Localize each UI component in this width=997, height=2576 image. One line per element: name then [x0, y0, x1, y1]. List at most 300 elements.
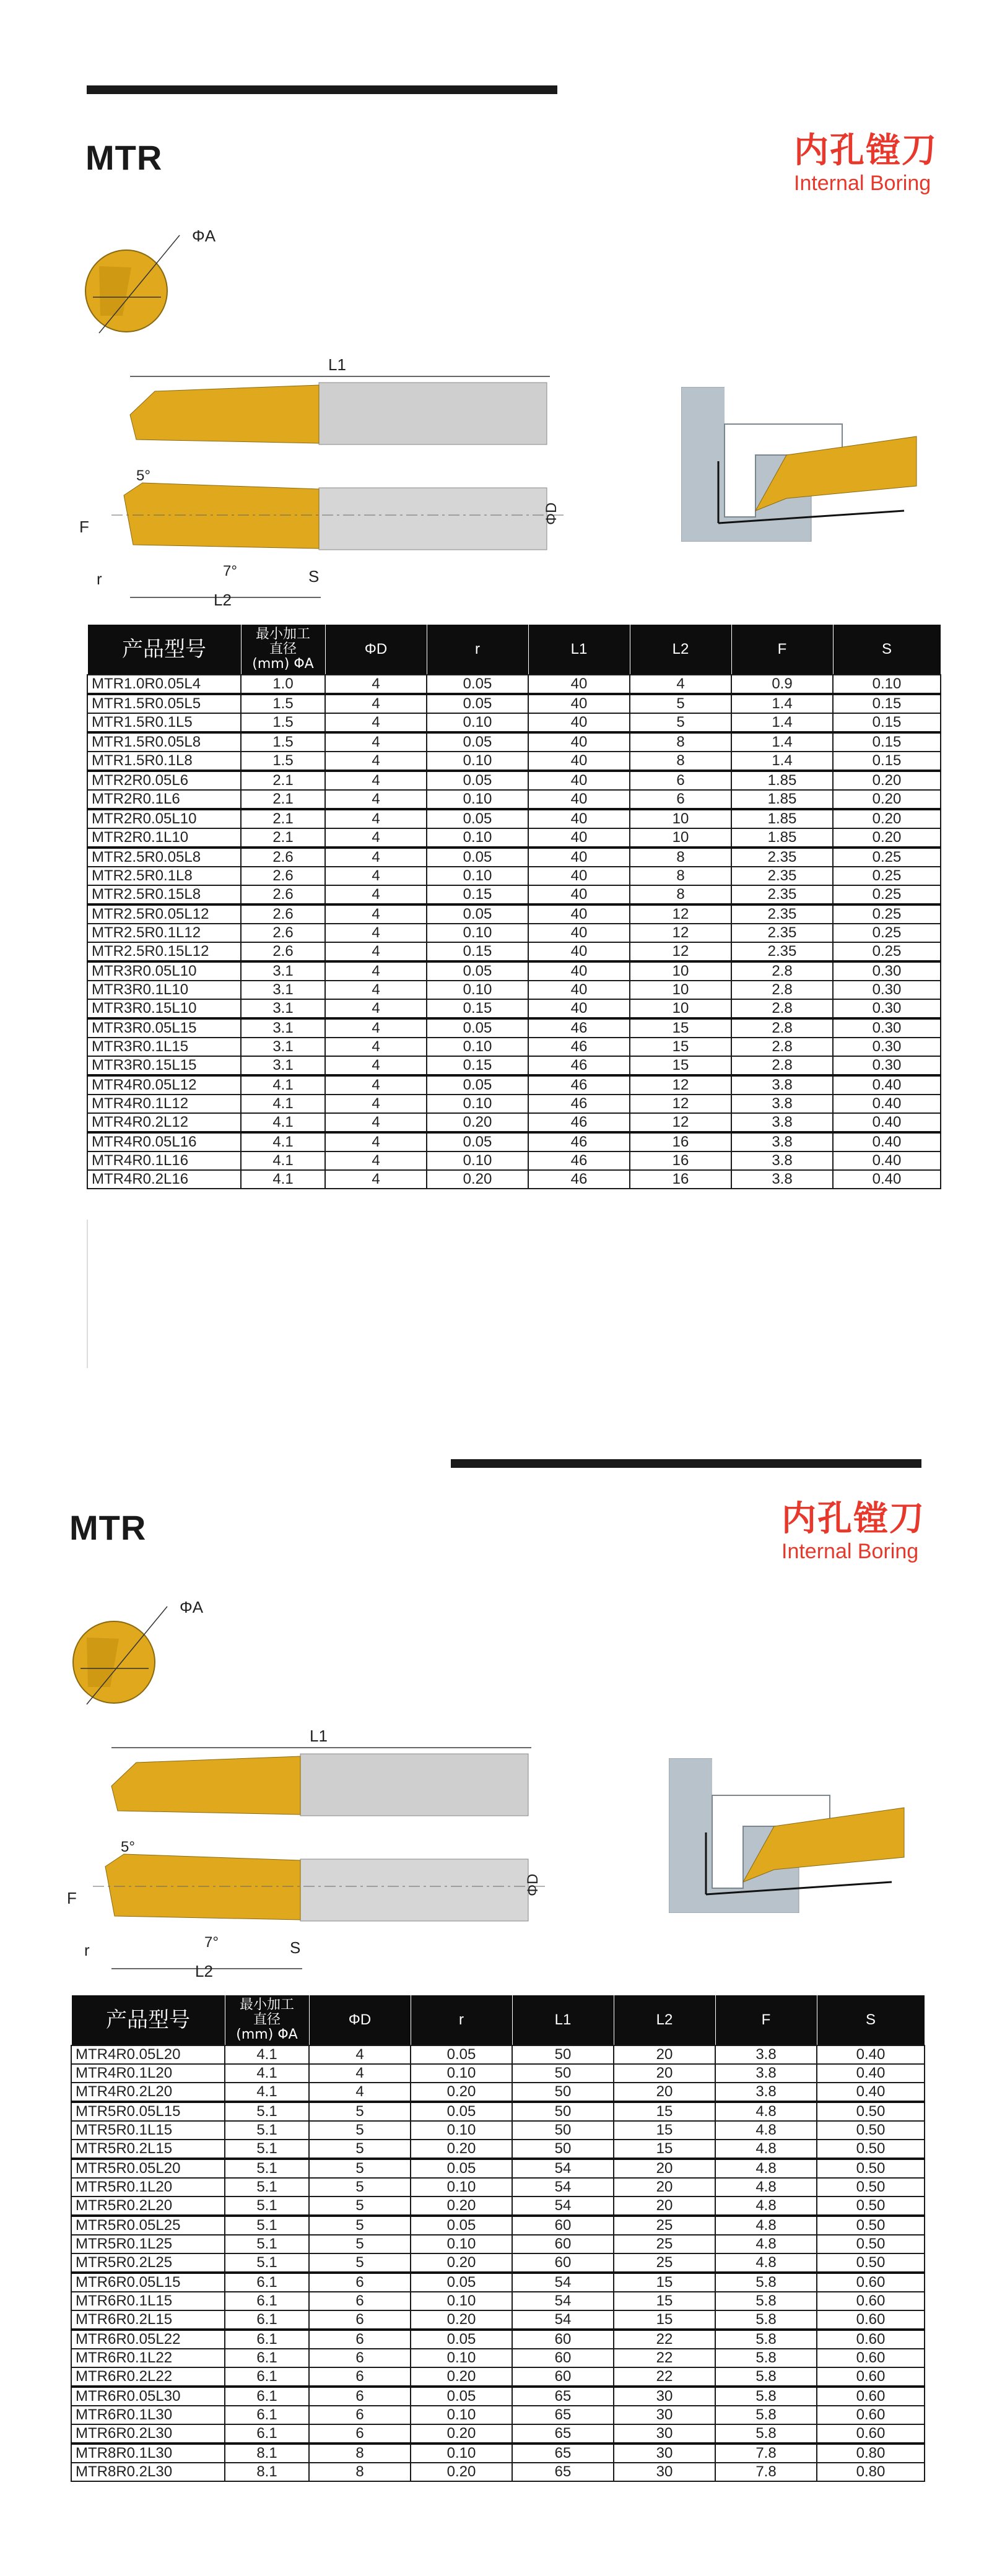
table-cell: 2.1 — [241, 771, 325, 790]
table-cell: 0.80 — [817, 2463, 925, 2481]
table-cell: MTR3R0.15L15 — [87, 1056, 241, 1075]
table-cell: 0.25 — [833, 848, 941, 867]
table-row — [71, 2216, 925, 2235]
table-cell: 0.05 — [411, 2273, 512, 2292]
table-cell: 4.1 — [225, 2045, 309, 2064]
phiD-label: ΦD — [525, 1873, 541, 1896]
table-cell: 4 — [325, 1056, 427, 1075]
table-cell: 2.6 — [241, 848, 325, 867]
table-cell: 0.10 — [411, 2349, 512, 2367]
table-cell: 54 — [512, 2310, 614, 2330]
table-cell: MTR6R0.2L30 — [71, 2424, 225, 2444]
table-cell: 4 — [325, 867, 427, 885]
table-cell: 3.8 — [731, 1095, 833, 1113]
table-row — [87, 942, 941, 961]
table-row — [71, 2330, 925, 2349]
table-cell: 12 — [630, 1095, 731, 1113]
phiA-label: ΦA — [192, 227, 216, 245]
table-cell: 2.1 — [241, 809, 325, 828]
table-cell: 65 — [512, 2424, 614, 2444]
table-cell: 5.1 — [225, 2253, 309, 2273]
table-cell: 0.50 — [817, 2102, 925, 2121]
table-cell: 0.05 — [411, 2159, 512, 2178]
table-cell: 8 — [630, 732, 731, 752]
table-cell: 2.8 — [731, 981, 833, 999]
r-label: r — [97, 570, 102, 588]
table-cell: 2.8 — [731, 999, 833, 1018]
table-cell: 5 — [309, 2178, 411, 2197]
table-cell: 10 — [630, 961, 731, 981]
table-row — [71, 2045, 925, 2064]
table-row — [87, 675, 941, 694]
header-rule — [451, 1459, 921, 1468]
table-cell: 50 — [512, 2083, 614, 2102]
table-cell: 0.05 — [427, 848, 528, 867]
table-cell: 5 — [309, 2159, 411, 2178]
table-cell: 5.8 — [715, 2349, 817, 2367]
table-cell: 4 — [309, 2083, 411, 2102]
table-row — [71, 2406, 925, 2424]
table-cell: 0.05 — [427, 961, 528, 981]
table-cell: 46 — [528, 1038, 630, 1056]
table-cell: 54 — [512, 2159, 614, 2178]
table-row — [71, 2424, 925, 2444]
table-cell: 0.40 — [833, 1095, 941, 1113]
table-cell: MTR5R0.1L20 — [71, 2178, 225, 2197]
table-row — [87, 999, 941, 1018]
table-cell: 0.50 — [817, 2197, 925, 2216]
table-row — [87, 1170, 941, 1189]
table-cell: 0.20 — [833, 790, 941, 809]
col-min-diameter — [241, 625, 325, 675]
table-cell: 8 — [630, 885, 731, 904]
category-cn: 内孔镗刀 — [781, 1499, 925, 1539]
table-cell: 3.8 — [731, 1075, 833, 1095]
table-cell: 4.8 — [715, 2140, 817, 2159]
table-cell: MTR3R0.05L10 — [87, 961, 241, 981]
table-cell: 2.1 — [241, 828, 325, 848]
table-cell: 0.40 — [833, 1151, 941, 1170]
table-cell: 4 — [309, 2064, 411, 2083]
table-cell: 16 — [630, 1170, 731, 1189]
table-cell: 6 — [630, 790, 731, 809]
table-cell: 0.40 — [817, 2064, 925, 2083]
table-cell: MTR8R0.2L30 — [71, 2463, 225, 2481]
table-cell: 25 — [614, 2235, 715, 2253]
angle7-label: 7° — [223, 563, 237, 579]
table-cell: 5.1 — [225, 2216, 309, 2235]
table-cell: MTR6R0.1L15 — [71, 2292, 225, 2310]
table-row — [87, 981, 941, 999]
table-cell: 12 — [630, 1113, 731, 1132]
table-cell: 4 — [325, 771, 427, 790]
table-cell: 0.25 — [833, 867, 941, 885]
table-cell: 1.85 — [731, 790, 833, 809]
table-cell: 0.25 — [833, 885, 941, 904]
col-phiD: ΦD — [325, 625, 427, 675]
table-row — [87, 885, 941, 904]
col-L2: L2 — [614, 1995, 715, 2046]
table-cell: 40 — [528, 848, 630, 867]
table-cell: 2.35 — [731, 848, 833, 867]
table-cell: 5 — [309, 2235, 411, 2253]
table-cell: 0.40 — [833, 1170, 941, 1189]
table-cell: 4 — [325, 752, 427, 771]
table-cell: 0.15 — [833, 713, 941, 732]
table-row — [87, 752, 941, 771]
table-cell: 4 — [309, 2045, 411, 2064]
table-cell: 6.1 — [225, 2292, 309, 2310]
col-min-diameter-text: 最小加工 直径 (mm) ΦA — [252, 627, 314, 672]
table-body — [87, 675, 941, 1189]
table-cell: MTR5R0.05L15 — [71, 2102, 225, 2121]
table-cell: 40 — [528, 713, 630, 732]
table-cell: 5 — [309, 2216, 411, 2235]
table-cell: 46 — [528, 1056, 630, 1075]
table-cell: 8 — [309, 2463, 411, 2481]
table-cell: 50 — [512, 2121, 614, 2140]
table-cell: 16 — [630, 1151, 731, 1170]
table-cell: 0.25 — [833, 942, 941, 961]
table-cell: 5.8 — [715, 2406, 817, 2424]
table-cell: 40 — [528, 924, 630, 942]
table-cell: MTR3R0.1L15 — [87, 1038, 241, 1056]
table-row — [71, 2253, 925, 2273]
table-cell: 4 — [325, 675, 427, 694]
table-cell: 12 — [630, 904, 731, 924]
table-row — [71, 2121, 925, 2140]
table-cell: 3.8 — [715, 2064, 817, 2083]
table-cell: 4.8 — [715, 2102, 817, 2121]
table-row — [87, 828, 941, 848]
table-cell: 15 — [614, 2140, 715, 2159]
table-cell: 4 — [325, 1038, 427, 1056]
table-cell: 0.05 — [411, 2387, 512, 2406]
table-cell: 4 — [325, 904, 427, 924]
table-cell: MTR4R0.2L12 — [87, 1113, 241, 1132]
table-cell: 40 — [528, 790, 630, 809]
table-cell: 40 — [528, 942, 630, 961]
table-row — [87, 924, 941, 942]
table-cell: 0.10 — [427, 752, 528, 771]
table-cell: 6 — [309, 2387, 411, 2406]
table-cell: 15 — [614, 2273, 715, 2292]
table-cell: 4.8 — [715, 2121, 817, 2140]
table-cell: MTR2.5R0.05L8 — [87, 848, 241, 867]
table-cell: 12 — [630, 942, 731, 961]
table-cell: 7.8 — [715, 2444, 817, 2463]
table-cell: 0.50 — [817, 2235, 925, 2253]
table-cell: 0.30 — [833, 1038, 941, 1056]
table-cell: 10 — [630, 981, 731, 999]
table-cell: 0.05 — [427, 1018, 528, 1038]
table-cell: 5.8 — [715, 2367, 817, 2387]
table-cell: 5.1 — [225, 2159, 309, 2178]
table-cell: 4 — [325, 790, 427, 809]
table-row — [71, 2235, 925, 2253]
table-cell: 0.10 — [427, 924, 528, 942]
table-cell: MTR1.5R0.05L8 — [87, 732, 241, 752]
table-row — [87, 867, 941, 885]
col-L1: L1 — [528, 625, 630, 675]
table-cell: 50 — [512, 2045, 614, 2064]
table-cell: 0.40 — [833, 1075, 941, 1095]
table-cell: 0.05 — [411, 2216, 512, 2235]
table-row — [87, 1095, 941, 1113]
table-cell: 3.8 — [715, 2045, 817, 2064]
table-row — [71, 2273, 925, 2292]
table-cell: 1.85 — [731, 828, 833, 848]
table-cell: 0.20 — [833, 771, 941, 790]
table-cell: MTR4R0.05L20 — [71, 2045, 225, 2064]
table-cell: MTR8R0.1L30 — [71, 2444, 225, 2463]
table-cell: 40 — [528, 999, 630, 1018]
table-row — [87, 732, 941, 752]
table-cell: MTR2R0.05L10 — [87, 809, 241, 828]
angle5-label: 5° — [121, 1839, 135, 1855]
table-cell: 60 — [512, 2216, 614, 2235]
table-cell: 0.20 — [427, 1170, 528, 1189]
table-cell: 0.10 — [411, 2121, 512, 2140]
table-cell: MTR3R0.1L10 — [87, 981, 241, 999]
table-cell: 40 — [528, 885, 630, 904]
table-cell: 30 — [614, 2463, 715, 2481]
table-cell: 4.1 — [241, 1095, 325, 1113]
table-cell: MTR2.5R0.1L8 — [87, 867, 241, 885]
table-row — [87, 1038, 941, 1056]
table-cell: 7.8 — [715, 2463, 817, 2481]
table-cell: 0.20 — [411, 2253, 512, 2273]
table-cell: 5 — [309, 2140, 411, 2159]
table-row — [87, 809, 941, 828]
table-cell: 0.05 — [411, 2045, 512, 2064]
table-cell: 4 — [325, 1095, 427, 1113]
table-cell: 0.30 — [833, 999, 941, 1018]
table-cell: 65 — [512, 2463, 614, 2481]
table-cell: 0.05 — [411, 2330, 512, 2349]
table-cell: 6.1 — [225, 2310, 309, 2330]
table-cell: 20 — [614, 2197, 715, 2216]
table-cell: 1.5 — [241, 694, 325, 713]
model-title: MTR — [69, 1508, 147, 1547]
table-cell: 4.1 — [241, 1113, 325, 1132]
table-cell: 3.8 — [731, 1170, 833, 1189]
table-cell: 0.05 — [427, 732, 528, 752]
table-cell: MTR4R0.1L20 — [71, 2064, 225, 2083]
table-cell: 30 — [614, 2406, 715, 2424]
table-cell: 6 — [630, 771, 731, 790]
table-cell: 3.1 — [241, 999, 325, 1018]
table-cell: MTR5R0.2L15 — [71, 2140, 225, 2159]
table-cell: 40 — [528, 732, 630, 752]
F-label: F — [79, 518, 89, 536]
table-cell: 4 — [325, 828, 427, 848]
table-cell: 5 — [309, 2197, 411, 2216]
table-cell: 0.05 — [427, 694, 528, 713]
table-cell: 3.1 — [241, 1038, 325, 1056]
category-title — [794, 131, 938, 196]
table-cell: 4 — [325, 1075, 427, 1095]
table-cell: 6 — [309, 2292, 411, 2310]
table-cell: 0.60 — [817, 2292, 925, 2310]
table-cell: 5.1 — [225, 2121, 309, 2140]
table-cell: 25 — [614, 2216, 715, 2235]
table-cell: 1.4 — [731, 713, 833, 732]
table-row — [71, 2064, 925, 2083]
table-cell: 20 — [614, 2159, 715, 2178]
table-cell: 5.1 — [225, 2102, 309, 2121]
table-cell: MTR6R0.05L30 — [71, 2387, 225, 2406]
margin-line — [87, 1220, 88, 1368]
col-L2: L2 — [630, 625, 731, 675]
table-cell: 46 — [528, 1095, 630, 1113]
table-cell: 54 — [512, 2292, 614, 2310]
table-cell: 0.50 — [817, 2121, 925, 2140]
table-cell: 10 — [630, 828, 731, 848]
table-body — [71, 2045, 925, 2481]
table-cell: 0.20 — [833, 828, 941, 848]
table-cell: 5 — [630, 694, 731, 713]
table-cell: 25 — [614, 2253, 715, 2273]
table-cell: 4.8 — [715, 2235, 817, 2253]
table-cell: 0.30 — [833, 961, 941, 981]
table-cell: 46 — [528, 1170, 630, 1189]
table-cell: MTR2R0.1L6 — [87, 790, 241, 809]
table-cell: MTR1.5R0.1L5 — [87, 713, 241, 732]
table-cell: 0.10 — [411, 2064, 512, 2083]
table-cell: 0.10 — [411, 2444, 512, 2463]
table-cell: 0.15 — [833, 694, 941, 713]
table-cell: 20 — [614, 2178, 715, 2197]
table-row — [87, 961, 941, 981]
table-cell: 2.6 — [241, 942, 325, 961]
table-row — [87, 1113, 941, 1132]
spec-table — [71, 1995, 925, 2482]
table-cell: 16 — [630, 1132, 731, 1151]
F-label: F — [67, 1889, 77, 1907]
table-cell: 0.40 — [817, 2045, 925, 2064]
table-cell: 5.8 — [715, 2330, 817, 2349]
table-cell: 4 — [325, 1113, 427, 1132]
table-cell: 60 — [512, 2367, 614, 2387]
table-row — [87, 694, 941, 713]
spec-table — [87, 624, 941, 1189]
table-cell: 0.05 — [427, 771, 528, 790]
phiD-label: ΦD — [543, 502, 560, 525]
table-cell: 4 — [325, 732, 427, 752]
table-cell: 0.10 — [833, 675, 941, 694]
table-cell: 4 — [325, 1018, 427, 1038]
table-cell: 0.40 — [817, 2083, 925, 2102]
table-cell: 6 — [309, 2367, 411, 2387]
category-en: Internal Boring — [781, 1540, 919, 1563]
table-cell: 30 — [614, 2444, 715, 2463]
table-cell: 20 — [614, 2083, 715, 2102]
table-cell: 4 — [325, 1132, 427, 1151]
table-cell: MTR1.0R0.05L4 — [87, 675, 241, 694]
table-cell: 30 — [614, 2424, 715, 2444]
L2-label: L2 — [214, 591, 232, 607]
table-cell: 4 — [325, 885, 427, 904]
table-cell: 6 — [309, 2349, 411, 2367]
table-cell: MTR2.5R0.1L12 — [87, 924, 241, 942]
table-cell: 30 — [614, 2387, 715, 2406]
table-row — [71, 2310, 925, 2330]
table-cell: 54 — [512, 2273, 614, 2292]
table-cell: 3.1 — [241, 961, 325, 981]
table-cell: 4 — [325, 942, 427, 961]
table-row — [87, 848, 941, 867]
table-cell: 6.1 — [225, 2406, 309, 2424]
table-cell: 2.35 — [731, 942, 833, 961]
table-cell: MTR5R0.05L20 — [71, 2159, 225, 2178]
table-cell: 22 — [614, 2330, 715, 2349]
table-cell: 5.8 — [715, 2424, 817, 2444]
table-cell: 4.8 — [715, 2197, 817, 2216]
table-cell: 0.10 — [427, 790, 528, 809]
table-cell: 5.1 — [225, 2178, 309, 2197]
model-title: MTR — [85, 138, 163, 177]
table-cell: 0.05 — [427, 675, 528, 694]
table-cell: MTR5R0.2L25 — [71, 2253, 225, 2273]
table-cell: 20 — [614, 2064, 715, 2083]
table-cell: 20 — [614, 2045, 715, 2064]
table-cell: 6.1 — [225, 2330, 309, 2349]
table-cell: MTR6R0.1L30 — [71, 2406, 225, 2424]
table-cell: 4 — [630, 675, 731, 694]
table-cell: 40 — [528, 694, 630, 713]
table-cell: 0.50 — [817, 2216, 925, 2235]
table-cell: 5 — [309, 2253, 411, 2273]
table-cell: 2.6 — [241, 924, 325, 942]
table-cell: 5.8 — [715, 2387, 817, 2406]
table-cell: 0.60 — [817, 2424, 925, 2444]
table-row — [71, 2444, 925, 2463]
table-cell: 0.30 — [833, 1056, 941, 1075]
table-header — [71, 1995, 925, 2046]
table-cell: 3.8 — [731, 1113, 833, 1132]
table-cell: 4 — [325, 999, 427, 1018]
table-cell: 1.85 — [731, 771, 833, 790]
table-cell: 4.1 — [241, 1151, 325, 1170]
table-row — [71, 2102, 925, 2121]
table-cell: MTR4R0.05L12 — [87, 1075, 241, 1095]
table-cell: 12 — [630, 924, 731, 942]
table-cell: 22 — [614, 2367, 715, 2387]
col-model: 产品型号 — [71, 1995, 225, 2046]
table-cell: 54 — [512, 2197, 614, 2216]
table-cell: 15 — [614, 2121, 715, 2140]
table-cell: 15 — [630, 1018, 731, 1038]
table-cell: 1.4 — [731, 732, 833, 752]
col-min-diameter — [225, 1995, 309, 2046]
table-cell: 0.20 — [411, 2083, 512, 2102]
table-cell: 0.10 — [427, 1151, 528, 1170]
table-cell: MTR3R0.05L15 — [87, 1018, 241, 1038]
table-cell: MTR4R0.1L12 — [87, 1095, 241, 1113]
table-cell: MTR2.5R0.15L8 — [87, 885, 241, 904]
table-cell: 2.35 — [731, 904, 833, 924]
table-cell: 0.50 — [817, 2140, 925, 2159]
table-cell: 3.1 — [241, 1018, 325, 1038]
table-cell: 0.10 — [427, 1095, 528, 1113]
angle5-label: 5° — [136, 467, 150, 484]
col-F: F — [731, 625, 833, 675]
table-cell: 3.8 — [715, 2083, 817, 2102]
table-cell: 0.15 — [833, 732, 941, 752]
table-cell: 0.10 — [411, 2235, 512, 2253]
col-F: F — [715, 1995, 817, 2046]
